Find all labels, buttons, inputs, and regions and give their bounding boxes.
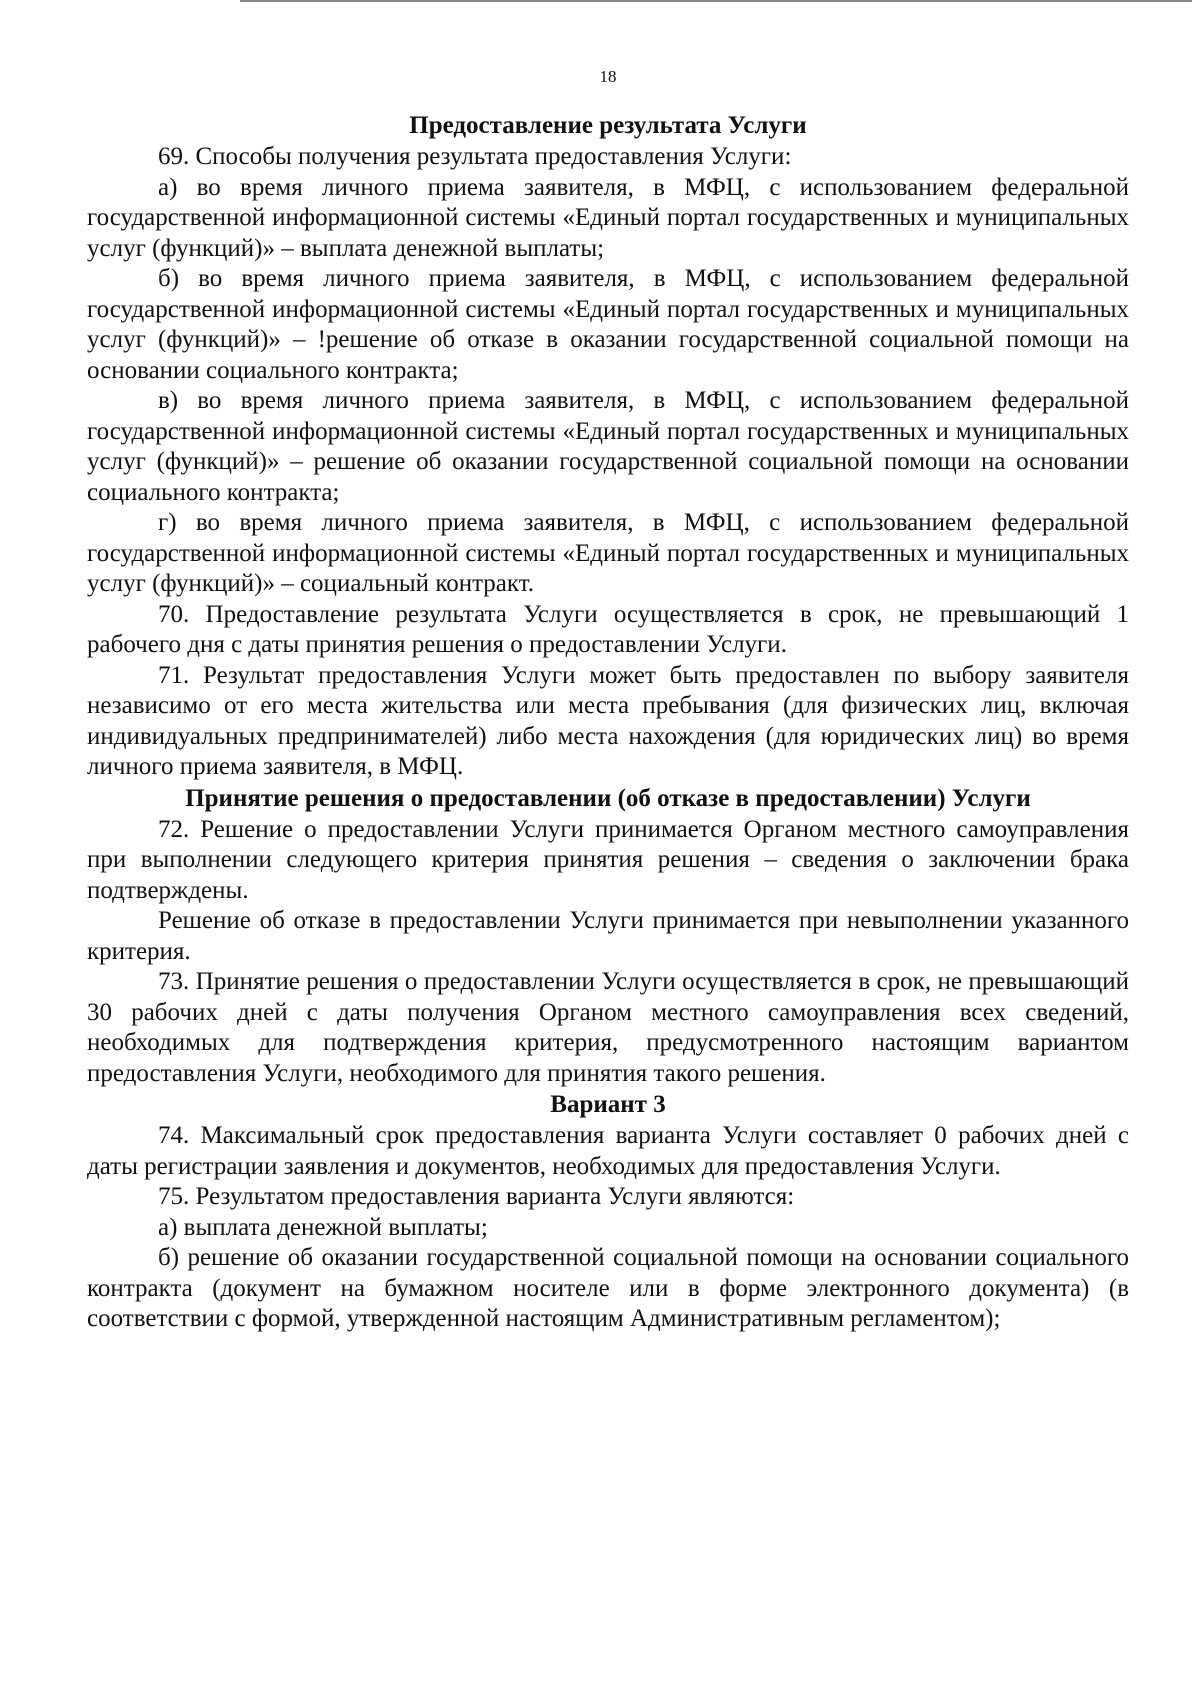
paragraph-74: 74. Максимальный срок предоставления варианта Услуги составляет 0 рабочих дней с даты регистрации заявления и документов, необходимых для предоставления Услуги. xyxy=(87,1122,1129,1180)
section-heading-result: Предоставление результата Услуги xyxy=(409,112,807,139)
paragraph-69-v: в) во время личного приема заявителя, в МФЦ, с использованием федеральной государственной информационной системы «Единый портал государственных и муниципальных услуг (функций)» – решение об оказании государственной социальной помощи на основании социального контракта; xyxy=(87,387,1129,506)
document-page xyxy=(87,66,1129,1335)
paragraph-69-g: г) во время личного приема заявителя, в МФЦ, с использованием федеральной государственной информационной системы «Единый портал государственных и муниципальных услуг (функций)» – социальный контракт. xyxy=(87,509,1129,597)
section-heading-variant-3: Вариант 3 xyxy=(550,1091,666,1118)
paragraph-75-b: б) решение об оказании государственной социальной помощи на основании социального контракта (документ на бумажном носителе или в форме электронного документа) (в соответствии с формой, утвержденной настоящим Административным регламентом); xyxy=(87,1244,1129,1332)
paragraph-69-a: а) во время личного приема заявителя, в МФЦ, с использованием федеральной государственной информационной системы «Единый портал государственных и муниципальных услуг (функций)» – выплата денежной выплаты; xyxy=(87,173,1129,262)
page-number: 18 xyxy=(599,67,617,86)
section-heading-decision: Принятие решения о предоставлении (об отказе в предоставлении) Услуги xyxy=(185,784,1031,812)
paragraph-73: 73. Принятие решения о предоставлении Услуги осуществляется в срок, не превышающий 30 рабочих дней с даты получения Органом местного самоуправления всех сведений, необходимых для подтверждения критерия, предусмотренного настоящим вариантом предоставления Услуги, необходимого для принятия такого решения. xyxy=(87,968,1129,1087)
top-scan-border xyxy=(240,0,1192,2)
paragraph-70: 70. Предоставление результата Услуги осуществляется в срок, не превышающий 1 рабочего дня с даты принятия решения о предоставлении Услуги. xyxy=(87,600,1129,658)
paragraph-72: 72. Решение о предоставлении Услуги принимается Органом местного самоуправления при выполнении следующего критерия принятия решения – сведения о заключении брака подтверждены. xyxy=(87,815,1129,904)
paragraph-72-refusal: Решение об отказе в предоставлении Услуги принимается при невыполнении указанного критерия. xyxy=(87,907,1129,965)
paragraph-75: 75. Результатом предоставления варианта Услуги являются: xyxy=(158,1183,795,1210)
paragraph-71: 71. Результат предоставления Услуги может быть предоставлен по выбору заявителя независимо от его места жительства или места пребывания (для физических лиц, включая индивидуальных предпринимателей) либо места нахождения (для юридических лиц) во время личного приема заявителя, в МФЦ. xyxy=(87,661,1129,780)
paragraph-69: 69. Способы получения результата предоставления Услуги: xyxy=(158,143,792,170)
paragraph-69-b: б) во время личного приема заявителя, в МФЦ, с использованием федеральной государственной информационной системы «Единый портал государственных и муниципальных услуг (функций)» – !решение об отказе в оказании государственной социальной помощи на основании социального контракта; xyxy=(87,265,1129,384)
paragraph-75-a: а) выплата денежной выплаты; xyxy=(158,1213,488,1241)
